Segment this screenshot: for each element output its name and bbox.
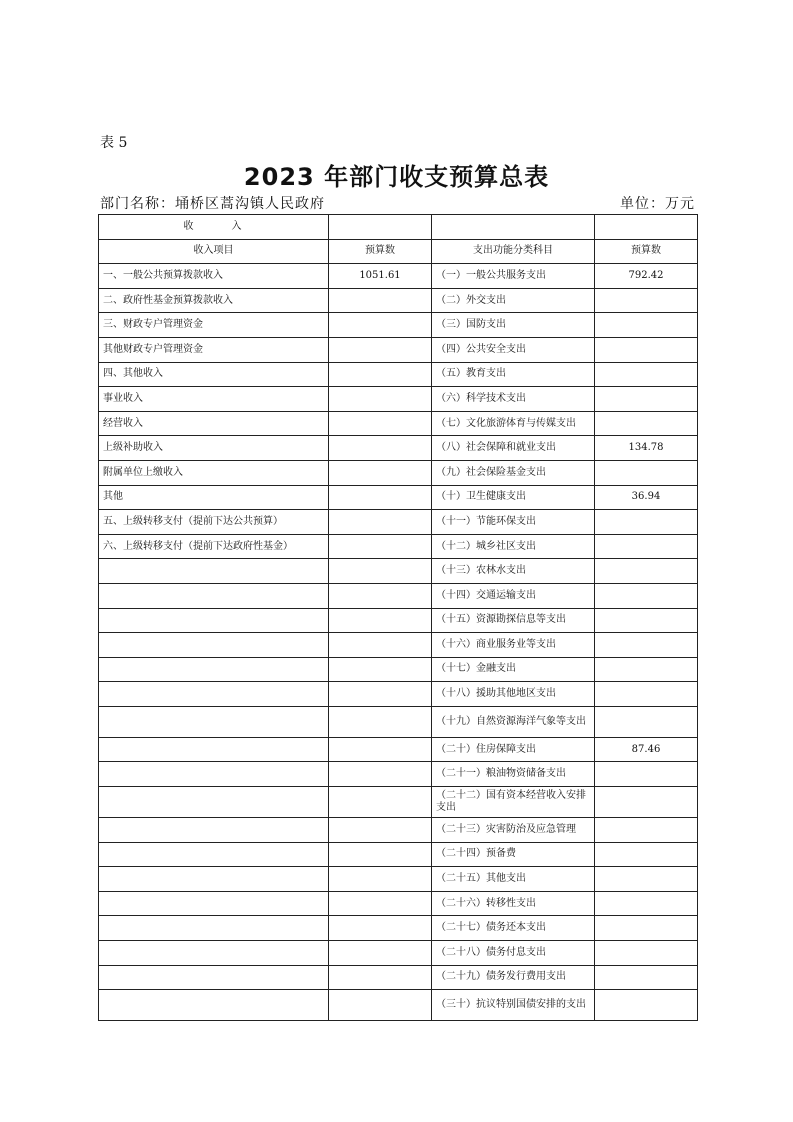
expense-item-cell: （二十一）粮油物资储备支出 (432, 762, 595, 787)
empty-header-cell (432, 215, 595, 240)
income-budget-cell (329, 313, 432, 338)
table-row (99, 559, 698, 584)
expense-item-cell: （二）外交支出 (432, 288, 595, 313)
expense-budget-cell (595, 990, 698, 1021)
income-budget-cell (329, 436, 432, 461)
expense-item-cell: （六）科学技术支出 (432, 387, 595, 412)
table-row (99, 990, 698, 1021)
table-row (99, 608, 698, 633)
table-row (99, 337, 698, 362)
expense-item-cell: （四）公共安全支出 (432, 337, 595, 362)
table-row (99, 510, 698, 535)
table-row (99, 737, 698, 762)
expense-budget-cell (595, 534, 698, 559)
table-row (99, 682, 698, 707)
table-row (99, 941, 698, 966)
expense-budget-cell (595, 510, 698, 535)
expense-budget-cell (595, 706, 698, 737)
income-item-cell: 二、政府性基金预算拨款收入 (99, 288, 329, 313)
income-budget-cell (329, 510, 432, 535)
income-budget-cell (329, 633, 432, 658)
budget-table-body (99, 215, 698, 1021)
expense-item-cell: （五）教育支出 (432, 362, 595, 387)
income-budget-cell (329, 737, 432, 762)
expense-item-cell: （二十五）其他支出 (432, 867, 595, 892)
income-item-cell: 事业收入 (99, 387, 329, 412)
income-budget-cell (329, 990, 432, 1021)
income-section-header: 收 入 (99, 215, 329, 240)
income-budget-cell (329, 818, 432, 843)
income-item-cell: 经营收入 (99, 411, 329, 436)
table-row (99, 787, 698, 818)
income-budget-cell (329, 534, 432, 559)
income-budget-cell (329, 916, 432, 941)
expense-budget-cell (595, 559, 698, 584)
income-budget-cell (329, 657, 432, 682)
page-title: 2023 年部门收支预算总表 (243, 163, 550, 191)
expense-item-cell: （十一）节能环保支出 (432, 510, 595, 535)
expense-budget-cell (595, 387, 698, 412)
table-row (99, 916, 698, 941)
expense-item-cell: （十八）援助其他地区支出 (432, 682, 595, 707)
income-item-cell (99, 559, 329, 584)
table-row (99, 867, 698, 892)
expense-budget-cell (595, 633, 698, 658)
table-row (99, 842, 698, 867)
income-item-cell (99, 818, 329, 843)
expense-item-cell: （八）社会保障和就业支出 (432, 436, 595, 461)
expense-budget-cell (595, 965, 698, 990)
expense-budget-cell (595, 867, 698, 892)
expense-budget-cell (595, 337, 698, 362)
expense-budget-cell (595, 941, 698, 966)
unit-label: 单位：万元 (620, 196, 695, 212)
income-item-cell (99, 583, 329, 608)
table-row (99, 583, 698, 608)
income-item-cell: 其他 (99, 485, 329, 510)
expense-item-cell: （十四）交通运输支出 (432, 583, 595, 608)
expense-item-cell: （二十三）灾害防治及应急管理 (432, 818, 595, 843)
expense-budget-cell (595, 411, 698, 436)
income-budget-cell (329, 762, 432, 787)
expense-item-cell: （十九）自然资源海洋气象等支出 (432, 706, 595, 737)
expense-budget-cell (595, 288, 698, 313)
expense-item-cell: （三十）抗议特别国债安排的支出 (432, 990, 595, 1021)
expense-item-cell: （一）一般公共服务支出 (432, 264, 595, 289)
expense-item-cell: （二十四）预备费 (432, 842, 595, 867)
expense-budget-cell (595, 916, 698, 941)
income-item-cell (99, 941, 329, 966)
expense-item-cell: （二十七）债务还本支出 (432, 916, 595, 941)
table-row (99, 818, 698, 843)
table-row (99, 387, 698, 412)
expense-budget-cell (595, 891, 698, 916)
income-item-cell: 其他财政专户管理资金 (99, 337, 329, 362)
expense-item-cell: （九）社会保险基金支出 (432, 460, 595, 485)
table-number: 表 5 (100, 135, 128, 151)
income-item-cell (99, 842, 329, 867)
expense-item-cell: （二十九）债务发行费用支出 (432, 965, 595, 990)
expense-budget-cell: 87.46 (595, 737, 698, 762)
expense-budget-cell (595, 608, 698, 633)
income-budget-cell (329, 411, 432, 436)
income-item-cell (99, 633, 329, 658)
expense-item-cell: （十五）资源勘探信息等支出 (432, 608, 595, 633)
expense-item-cell: （二十八）债务付息支出 (432, 941, 595, 966)
table-row (99, 657, 698, 682)
expense-item-cell: （三）国防支出 (432, 313, 595, 338)
income-budget-cell (329, 891, 432, 916)
col-income-budget: 预算数 (329, 239, 432, 264)
expense-item-cell: （二十二）国有资本经营收入安排支出 (432, 787, 595, 818)
income-item-cell (99, 990, 329, 1021)
income-budget-cell: 1051.61 (329, 264, 432, 289)
table-row (99, 436, 698, 461)
expense-budget-cell (595, 583, 698, 608)
empty-header-cell (329, 215, 432, 240)
income-budget-cell (329, 608, 432, 633)
expense-budget-cell (595, 460, 698, 485)
income-item-cell (99, 916, 329, 941)
expense-budget-cell (595, 818, 698, 843)
income-item-cell: 四、其他收入 (99, 362, 329, 387)
expense-budget-cell (595, 362, 698, 387)
income-item-cell (99, 682, 329, 707)
income-budget-cell (329, 387, 432, 412)
expense-budget-cell (595, 682, 698, 707)
income-budget-cell (329, 485, 432, 510)
income-header-row (99, 215, 698, 240)
income-budget-cell (329, 288, 432, 313)
expense-budget-cell (595, 762, 698, 787)
income-item-cell: 五、上级转移支付（提前下达公共预算） (99, 510, 329, 535)
income-budget-cell (329, 337, 432, 362)
income-item-cell (99, 762, 329, 787)
table-row (99, 633, 698, 658)
income-item-cell (99, 891, 329, 916)
table-row (99, 534, 698, 559)
income-item-cell: 三、财政专户管理资金 (99, 313, 329, 338)
income-budget-cell (329, 867, 432, 892)
col-income-item: 收入项目 (99, 239, 329, 264)
table-row (99, 891, 698, 916)
income-budget-cell (329, 559, 432, 584)
column-header-row (99, 239, 698, 264)
expense-item-cell: （十三）农林水支出 (432, 559, 595, 584)
col-exp-budget: 预算数 (595, 239, 698, 264)
income-item-cell (99, 706, 329, 737)
income-budget-cell (329, 362, 432, 387)
income-item-cell (99, 965, 329, 990)
department-name: 部门名称：埇桥区蒿沟镇人民政府 (100, 196, 325, 212)
income-budget-cell (329, 682, 432, 707)
empty-header-cell (595, 215, 698, 240)
expense-item-cell: （十七）金融支出 (432, 657, 595, 682)
table-row (99, 411, 698, 436)
expense-budget-cell (595, 313, 698, 338)
table-row (99, 965, 698, 990)
expense-budget-cell (595, 657, 698, 682)
expense-item-cell: （七）文化旅游体育与传媒支出 (432, 411, 595, 436)
income-budget-cell (329, 787, 432, 818)
income-item-cell: 六、上级转移支付（提前下达政府性基金） (99, 534, 329, 559)
expense-budget-cell (595, 787, 698, 818)
income-budget-cell (329, 842, 432, 867)
income-item-cell (99, 787, 329, 818)
income-item-cell (99, 867, 329, 892)
income-item-cell (99, 657, 329, 682)
table-row (99, 264, 698, 289)
income-budget-cell (329, 941, 432, 966)
expense-budget-cell: 134.78 (595, 436, 698, 461)
income-budget-cell (329, 583, 432, 608)
table-row (99, 706, 698, 737)
expense-budget-cell: 36.94 (595, 485, 698, 510)
expense-budget-cell (595, 842, 698, 867)
income-budget-cell (329, 460, 432, 485)
income-item-cell (99, 608, 329, 633)
col-exp-item: 支出功能分类科目 (432, 239, 595, 264)
income-item-cell (99, 737, 329, 762)
expense-item-cell: （十）卫生健康支出 (432, 485, 595, 510)
income-item-cell: 附属单位上缴收入 (99, 460, 329, 485)
income-item-cell: 上级补助收入 (99, 436, 329, 461)
income-budget-cell (329, 965, 432, 990)
expense-item-cell: （十六）商业服务业等支出 (432, 633, 595, 658)
table-row (99, 485, 698, 510)
table-row (99, 362, 698, 387)
expense-item-cell: （二十六）转移性支出 (432, 891, 595, 916)
table-row (99, 762, 698, 787)
table-row (99, 288, 698, 313)
expense-budget-cell: 792.42 (595, 264, 698, 289)
expense-item-cell: （二十）住房保障支出 (432, 737, 595, 762)
budget-table (98, 214, 698, 1021)
income-item-cell: 一、一般公共预算拨款收入 (99, 264, 329, 289)
income-budget-cell (329, 706, 432, 737)
table-row (99, 313, 698, 338)
expense-item-cell: （十二）城乡社区支出 (432, 534, 595, 559)
table-row (99, 460, 698, 485)
